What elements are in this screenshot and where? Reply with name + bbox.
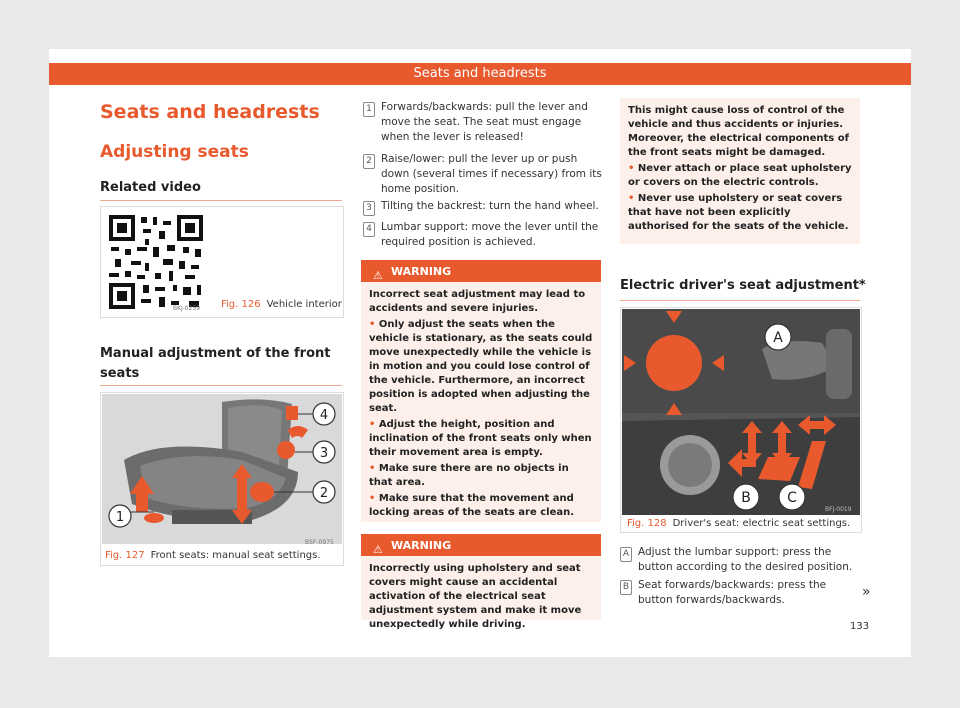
figure-label: Fig. 127	[105, 550, 145, 561]
figure-code: B5F-0975	[305, 539, 334, 546]
figure-caption-text: Front seats: manual seat settings.	[150, 550, 321, 561]
warning-box-continued	[620, 98, 860, 244]
warning-icon: ⚠	[373, 543, 383, 556]
figure-code: BKJ-0259	[173, 305, 201, 312]
subsection-title: Manual adjustment of the front seats	[100, 346, 331, 381]
warning-bullet: • Adjust the height, position and inclination of the front seats only when their movement area is empty.	[369, 419, 592, 458]
warning-box	[361, 260, 601, 522]
callout-4: 4	[319, 408, 329, 423]
figure-label: Fig. 126	[221, 299, 261, 310]
figure-caption	[627, 518, 850, 529]
callout-2: 2	[319, 486, 329, 501]
chapter-title: Seats and headrests	[100, 101, 320, 123]
warning-label: WARNING	[391, 265, 452, 278]
warning-icon: ⚠	[373, 269, 383, 282]
page-number: 133	[850, 621, 870, 632]
figure-127	[100, 392, 344, 566]
page-header: Seats and headrests	[49, 63, 911, 85]
figure-label: Fig. 128	[627, 518, 667, 529]
divider	[100, 385, 342, 386]
warning-intro: Incorrect seat adjustment may lead to accidents and severe injuries.	[369, 289, 586, 314]
warning-box	[361, 534, 601, 630]
divider	[100, 200, 342, 201]
step-text: Raise/lower: pull the lever up or push down (several times if necessary) from its home position.	[381, 153, 602, 195]
callout-3: 3	[319, 446, 329, 461]
callout-1: 1	[115, 510, 125, 525]
callout-a: A	[773, 330, 783, 346]
figure-caption-text: Driver's seat: electric seat settings.	[672, 518, 851, 529]
divider	[620, 300, 860, 301]
warning-body	[620, 98, 860, 242]
figure-128	[620, 307, 862, 533]
step-number: 1	[363, 102, 375, 117]
step-number: 3	[363, 201, 375, 216]
figure-caption	[105, 550, 321, 561]
callout-b: B	[741, 490, 751, 506]
step-letter: A	[620, 547, 632, 562]
warning-header	[361, 536, 601, 556]
step-text: Tilting the backrest: turn the hand wheel.	[381, 200, 599, 212]
step-text: Lumbar support: move the lever until the required position is achieved.	[381, 221, 599, 248]
warning-bullet: • Make sure that the movement and locking areas of the seats are clean.	[369, 493, 575, 518]
related-video-heading: Related video	[100, 180, 201, 195]
qr-code-icon[interactable]	[107, 213, 205, 311]
figure-126	[100, 206, 344, 318]
warning-intro: This might cause loss of control of the vehicle and thus accidents or injuries. Moreover, the electrical components of the front seats might be damaged.	[628, 105, 849, 158]
step-text: Adjust the lumbar support: press the button according to the desired position.	[638, 546, 853, 573]
figure-caption-text: Vehicle interior	[266, 299, 342, 310]
continue-marker: »	[862, 584, 871, 600]
callout-c: C	[787, 490, 797, 506]
warning-bullet: • Never attach or place seat upholstery or covers on the electric controls.	[628, 163, 852, 188]
warning-body	[361, 282, 601, 528]
manual-seat-illustration	[102, 394, 342, 544]
subsection-title: Electric driver's seat adjustment*	[620, 278, 866, 293]
warning-header	[361, 262, 601, 282]
warning-bullet: • Make sure there are no objects in that area.	[369, 463, 569, 488]
warning-bullet: • Only adjust the seats when the vehicle is stationary, as the seats could move unexpectedly while the vehicle is in motion and you could lose control of the vehicle. Furthermore, an incorrect position is adopted when adjusting the seat.	[369, 319, 593, 414]
step-number: 2	[363, 154, 375, 169]
step-text: Forwards/backwards: pull the lever and move the seat. The seat must engage when the lever is released!	[381, 101, 588, 143]
figure-caption	[221, 299, 342, 310]
step-number: 4	[363, 222, 375, 237]
warning-bullet: • Never use upholstery or seat covers that have not been explicitly authorised for the seats of the vehicle.	[628, 193, 849, 232]
warning-body: Incorrectly using upholstery and seat covers might cause an accidental activation of the electrical seat adjustment system and make it move unexpectedly while driving.	[369, 563, 582, 630]
step-text: Seat forwards/backwards: press the button forwards/backwards.	[638, 579, 827, 606]
section-title: Adjusting seats	[100, 142, 249, 162]
electric-seat-illustration	[622, 309, 860, 515]
warning-label: WARNING	[391, 539, 452, 552]
figure-code: BFJ-0019	[825, 506, 852, 513]
step-letter: B	[620, 580, 632, 595]
